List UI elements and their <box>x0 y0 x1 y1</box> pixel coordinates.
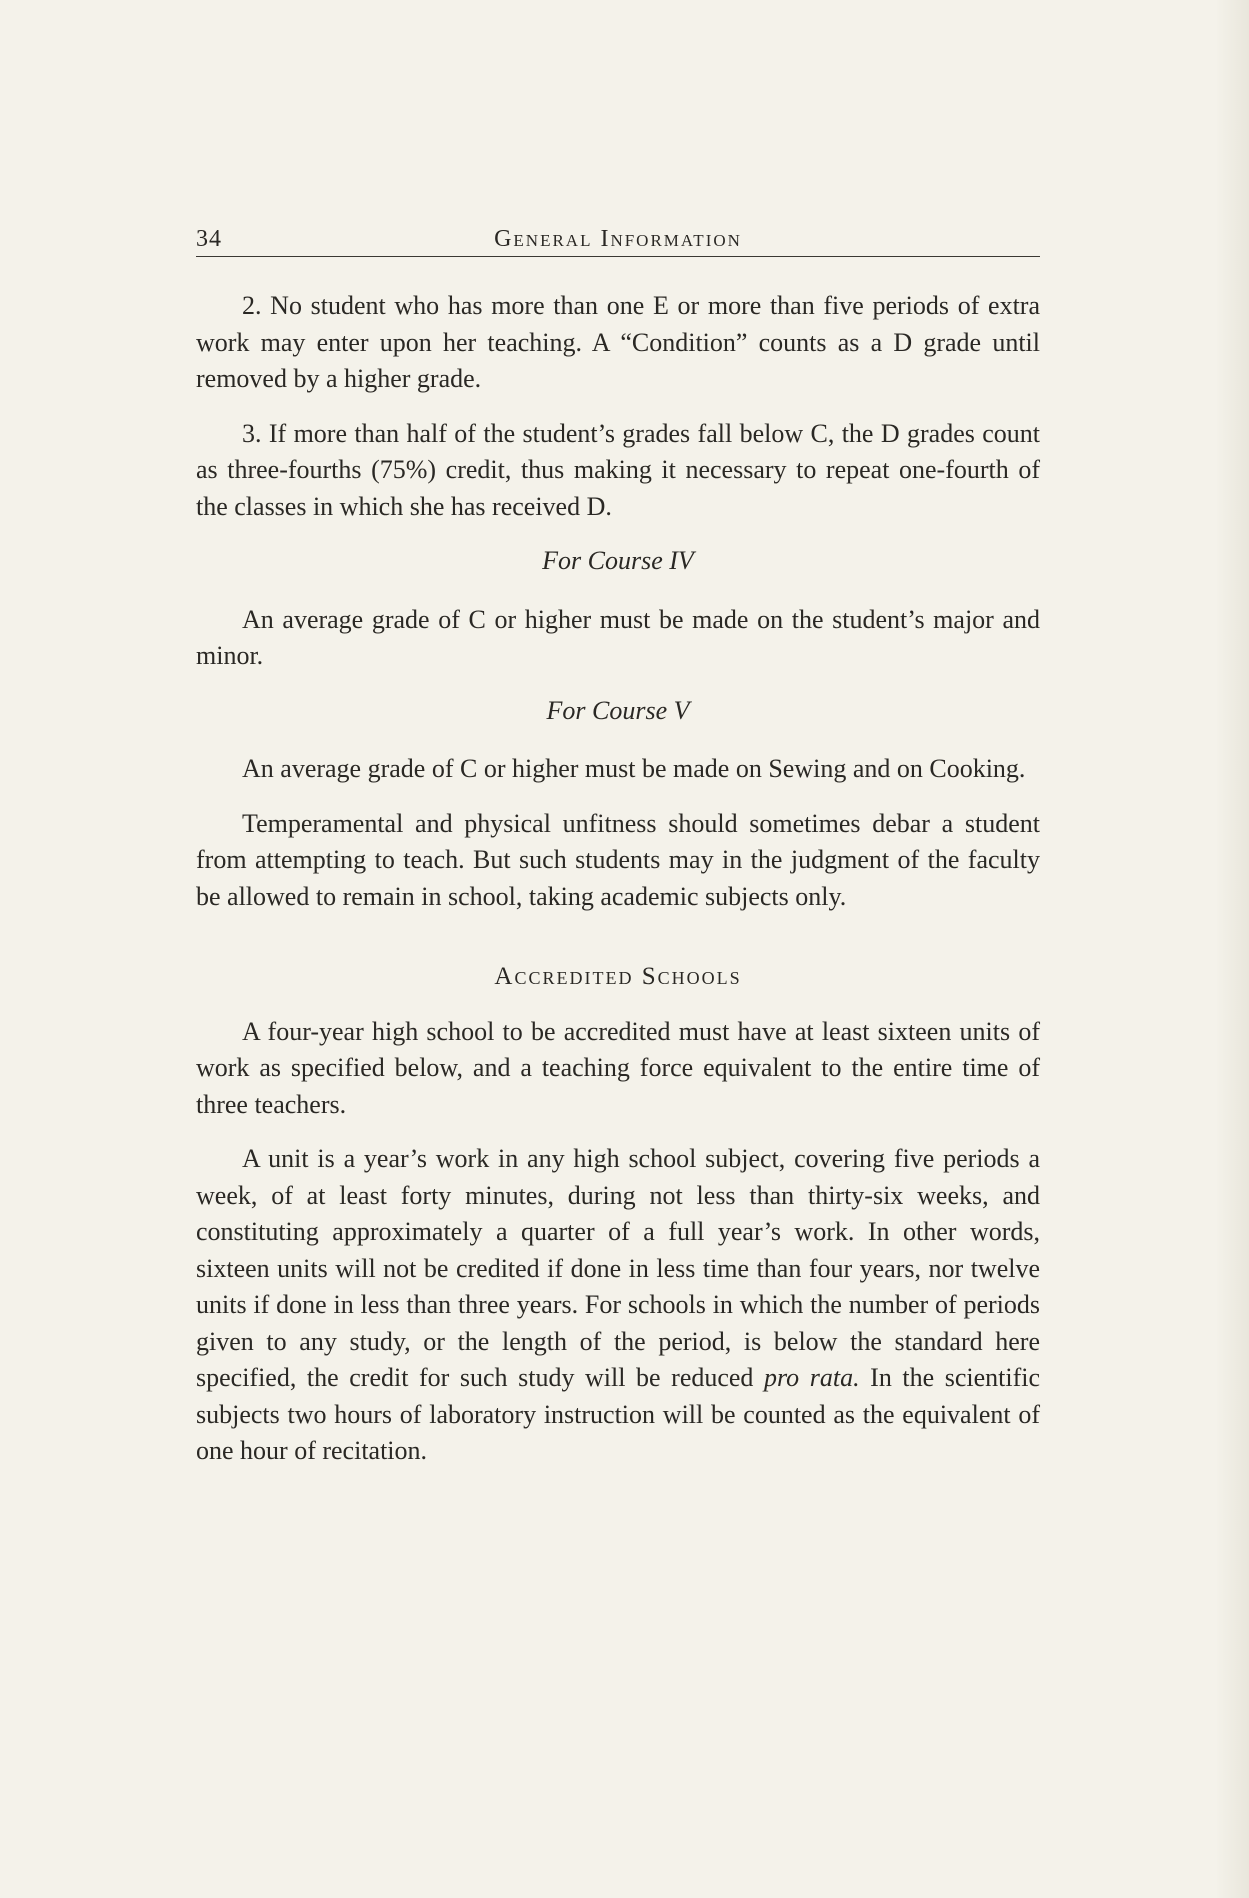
paragraph-rule-2: 2. No student who has more than one E or more than five periods of extra work may enter upon her teaching. A “Condition” counts as a D grade until removed by a higher grade. <box>196 291 1040 393</box>
heading-course-iv: For Course IV <box>542 546 694 575</box>
unit-text-part-2: In the scientific subjects two hours of laboratory instruction will be counted as the equivalent of one hour of recitation. <box>196 1363 1041 1465</box>
paragraph-rule-3: 3. If more than half of the student’s grades fall below C, the D grades count as three-fourths (75%) credit, thus making it necessary to repeat one-fourth of the classes in which she has received D. <box>196 418 1040 521</box>
unit-text-part-1: A unit is a year’s work in any high school subject, covering five periods a week, of at least forty minutes, during not less than thirty-six weeks, and constituting approximately a quarter of a full year’s work. In other words, sixteen units will not be credited if done in less time than four years, nor twelve units if done in less than three years. For schools in which the number of periods given to any study, or the length of the period, is below the standard here specified, the credit for such study will be reduced <box>196 1144 1040 1392</box>
paragraph-temperament: Temperamental and physical unfitness should sometimes debar a student from attempting to teach. But such students may in the judgment of the faculty be allowed to remain in school, taking academic subjects only. <box>196 808 1040 911</box>
heading-course-v: For Course V <box>546 695 690 725</box>
unit-text-pro-rata: pro rata. <box>764 1363 860 1392</box>
page-body <box>196 288 1040 1488</box>
paragraph-course-iv: An average grade of C or higher must be made on the student’s major and minor. <box>196 604 1040 670</box>
paragraph-accredited: A four-year high school to be accredited must have at least sixteen units of work as specified below, and a teaching force equivalent to the entire time of three teachers. <box>196 1016 1040 1119</box>
running-head: General Information <box>494 226 742 252</box>
paragraph-course-v: An average grade of C or higher must be made on Sewing and on Cooking. <box>242 754 1026 783</box>
page-edge <box>1215 0 1249 1898</box>
heading-accredited-schools: Accredited Schools <box>494 963 742 990</box>
page-number: 34 <box>196 226 222 252</box>
page-header <box>196 222 1040 257</box>
paragraph-unit-definition <box>196 1141 1040 1470</box>
